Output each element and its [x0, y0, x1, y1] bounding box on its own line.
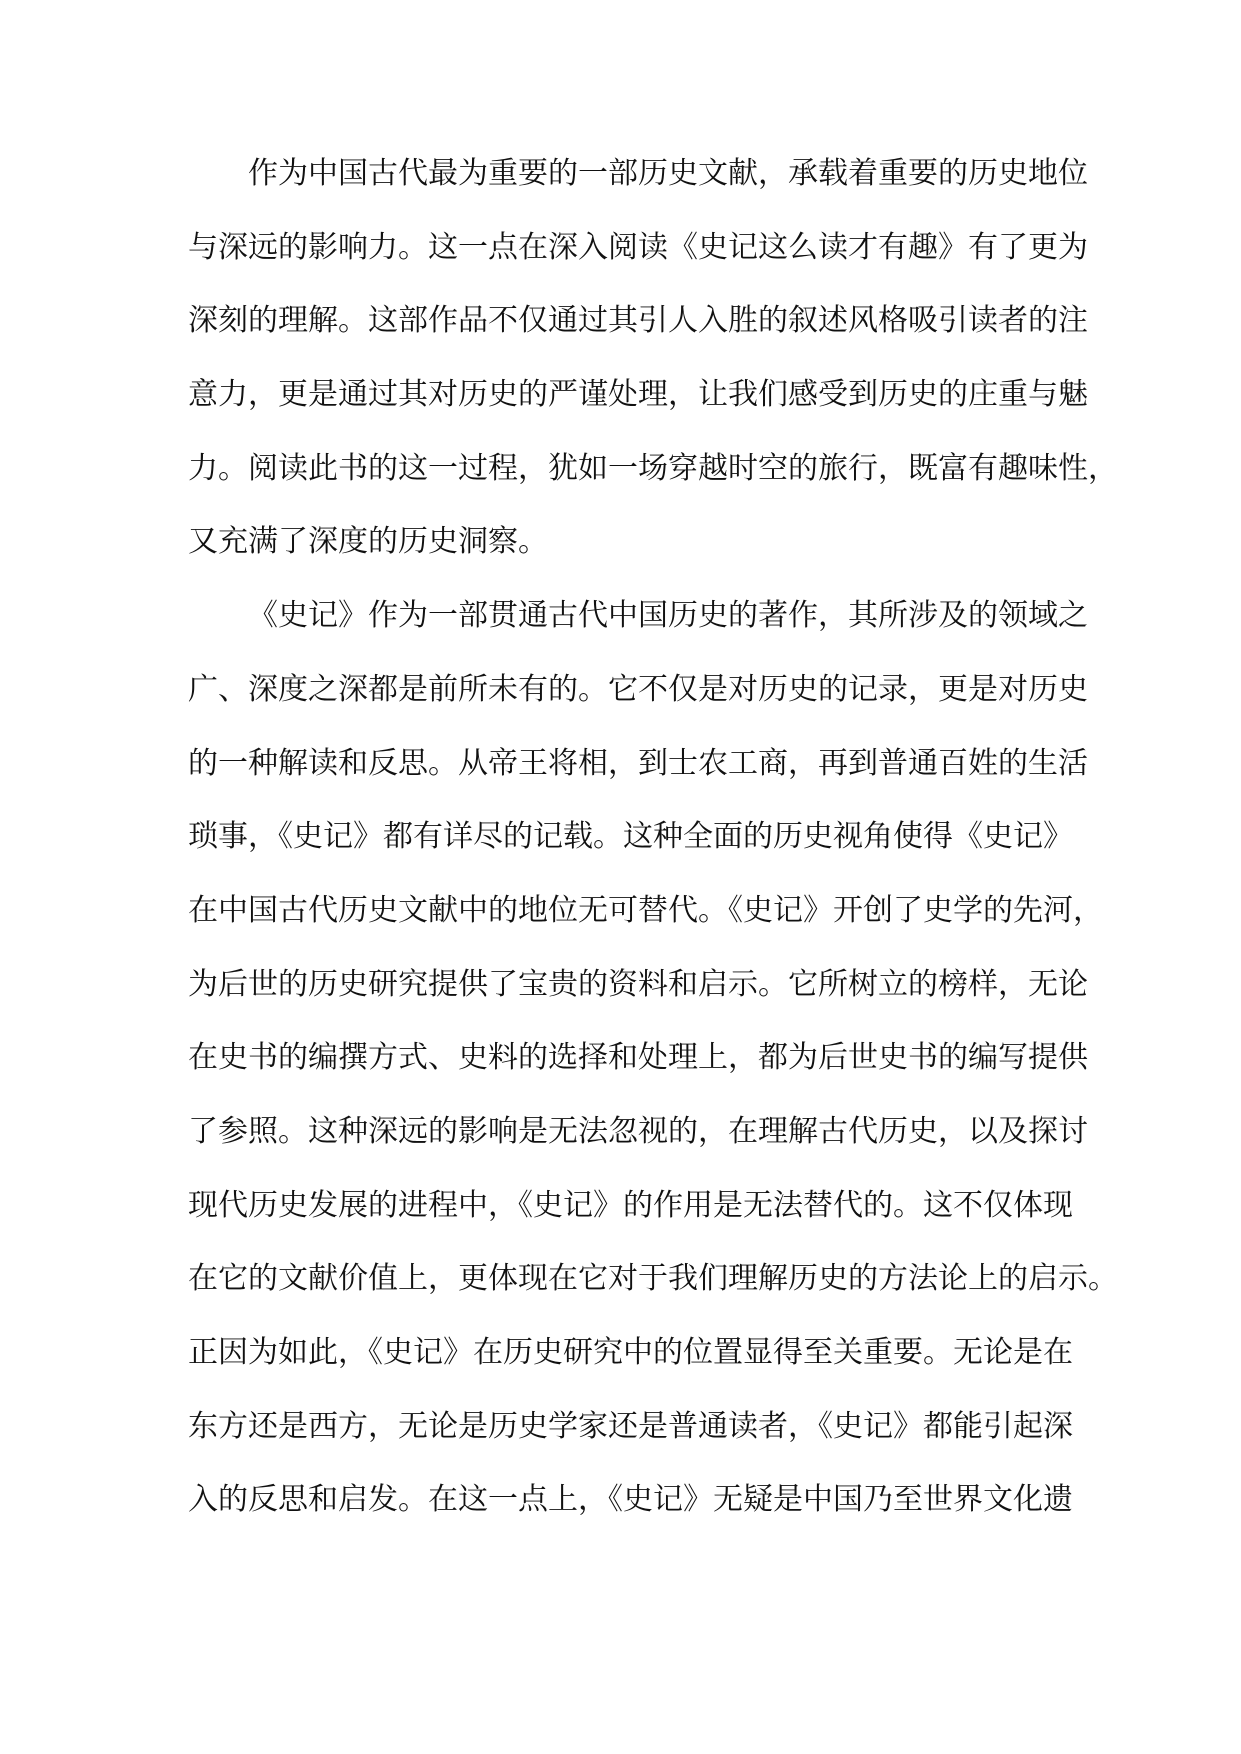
text-line: 广、深度之深都是前所未有的。它不仅是对历史的记录，更是对历史 [188, 671, 1088, 707]
text-line: 正因为如此，《史记》在历史研究中的位置显得至关重要。无论是在 [188, 1335, 1073, 1370]
text-line: 的一种解读和反思。从帝王将相，到士农工商，再到普通百姓的生活 [188, 745, 1088, 781]
body-text [188, 137, 1118, 1537]
text-line: 力。阅读此书的这一过程，犹如一场穿越时空的旅行，既富有趣味性， [188, 450, 1118, 486]
text-line: 琐事，《史记》都有详尽的记载。这种全面的历史视角使得《史记》 [188, 819, 1073, 855]
text-line: 为后世的历史研究提供了宝贵的资料和启示。它所树立的榜样，无论 [188, 966, 1088, 1002]
text-line: 在中国古代历史文献中的地位无可替代。《史记》开创了史学的先河， [188, 892, 1103, 928]
text-line: 《史记》作为一部贯通古代中国历史的著作，其所涉及的领域之 [248, 598, 1088, 634]
text-line: 深刻的理解。这部作品不仅通过其引人入胜的叙述风格吸引读者的注 [188, 303, 1088, 339]
text-line: 又充满了深度的历史洞察。 [188, 524, 548, 560]
text-line: 意力，更是通过其对历史的严谨处理，让我们感受到历史的庄重与魅 [188, 377, 1088, 413]
text-line: 在史书的编撰方式、史料的选择和处理上，都为后世史书的编写提供 [188, 1040, 1088, 1076]
text-line: 与深远的影响力。这一点在深入阅读《史记这么读才有趣》有了更为 [188, 229, 1088, 265]
text-line: 了参照。这种深远的影响是无法忽视的，在理解古代历史，以及探讨 [188, 1113, 1088, 1149]
text-line: 入的反思和启发。在这一点上，《史记》无疑是中国乃至世界文化遗 [188, 1482, 1073, 1518]
text-line: 现代历史发展的进程中，《史记》的作用是无法替代的。这不仅体现 [188, 1187, 1073, 1223]
text-line: 东方还是西方，无论是历史学家还是普通读者，《史记》都能引起深 [188, 1408, 1073, 1444]
paragraph-1 [188, 137, 1118, 579]
paragraph-2 [188, 579, 1118, 1537]
text-line: 作为中国古代最为重要的一部历史文献，承载着重要的历史地位 [248, 156, 1088, 191]
text-line: 在它的文献价值上，更体现在它对于我们理解历史的方法论上的启示。 [188, 1261, 1118, 1297]
